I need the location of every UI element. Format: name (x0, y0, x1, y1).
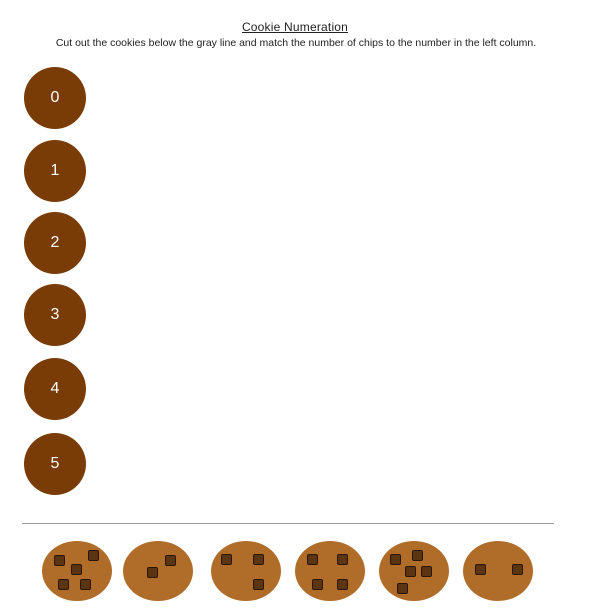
cookie-6[interactable] (463, 541, 533, 601)
chocolate-chip (512, 564, 523, 575)
chocolate-chip (421, 566, 432, 577)
number-circle-3: 3 (24, 284, 86, 346)
chocolate-chip (412, 550, 423, 561)
chocolate-chip (390, 554, 401, 565)
number-circle-1: 1 (24, 140, 86, 202)
cookie-3[interactable] (211, 541, 281, 601)
chocolate-chip (147, 567, 158, 578)
cookie-2[interactable] (123, 541, 193, 601)
chocolate-chip (58, 579, 69, 590)
number-circle-4: 4 (24, 358, 86, 420)
chocolate-chip (71, 564, 82, 575)
chocolate-chip (54, 555, 65, 566)
cookie-5[interactable] (379, 541, 449, 601)
number-circle-2: 2 (24, 212, 86, 274)
chocolate-chip (307, 554, 318, 565)
chocolate-chip (253, 579, 264, 590)
cookie-1[interactable] (42, 541, 112, 601)
chocolate-chip (221, 554, 232, 565)
chocolate-chip (475, 564, 486, 575)
chocolate-chip (337, 554, 348, 565)
chocolate-chip (253, 554, 264, 565)
worksheet-title: Cookie Numeration (241, 20, 349, 34)
chocolate-chip (165, 555, 176, 566)
number-circle-0: 0 (24, 67, 86, 129)
gray-cut-line (22, 523, 554, 524)
chocolate-chip (88, 550, 99, 561)
chocolate-chip (312, 579, 323, 590)
chocolate-chip (80, 579, 91, 590)
cookie-4[interactable] (295, 541, 365, 601)
chocolate-chip (405, 566, 416, 577)
chocolate-chip (337, 579, 348, 590)
worksheet-instructions: Cut out the cookies below the gray line and match the number of chips to the number in the left column. (55, 37, 537, 49)
number-circle-5: 5 (24, 433, 86, 495)
chocolate-chip (397, 583, 408, 594)
